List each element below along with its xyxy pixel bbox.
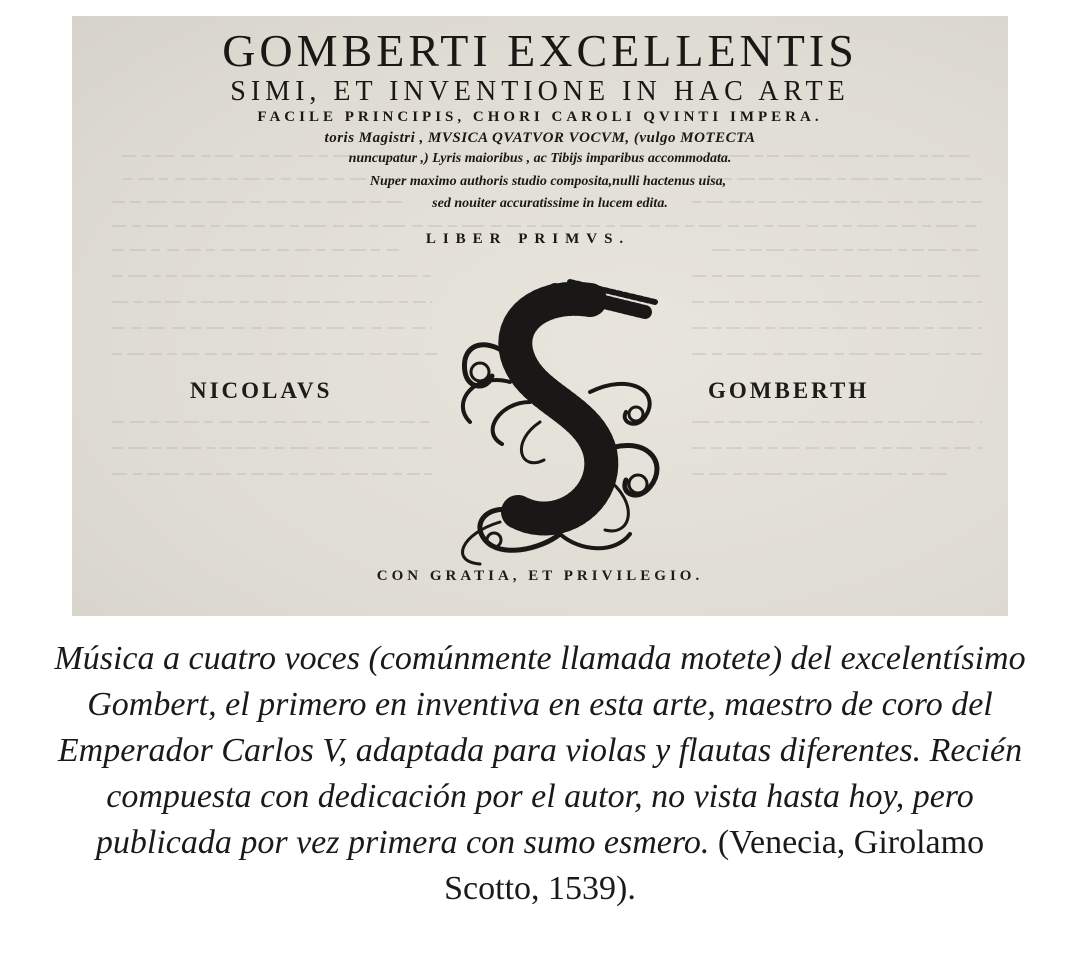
name-nicolaus: NICOLAVS: [190, 378, 333, 403]
name-gomberth: GOMBERTH: [708, 378, 870, 403]
caption: [50, 636, 1030, 912]
title-page-image: [72, 16, 1008, 616]
title-line-2: SIMI, ET INVENTIONE IN HAC ARTE: [230, 76, 850, 107]
liber-primus: LIBER PRIMVS.: [425, 231, 631, 247]
title-line-6: Nuper maximo authoris studio composita,nulli hactenus uisa,: [369, 174, 727, 189]
title-line-7: sed nouiter accuratissime in lucem edita.: [432, 196, 668, 211]
ornamental-s-emblem: [440, 272, 670, 572]
title-line-1: GOMBERTI EXCELLENTIS: [222, 25, 858, 76]
title-line-3: FACILE PRINCIPIS, CHORI CAROLI QVINTI IMPERA.: [257, 109, 823, 125]
caption-source: (Venecia, Girolamo Scotto, 1539).: [444, 824, 985, 907]
privilege-line: CON GRATIA, ET PRIVILEGIO.: [376, 568, 704, 584]
title-line-4: toris Magistri , MVSICA QVATVOR VOCVM, (vulgo MOTECTA: [324, 130, 756, 146]
title-line-5: nuncupatur ,) Lyris maioribus , ac Tibijs imparibus accommodata.: [348, 151, 732, 166]
caption-translation: Música a cuatro voces (comúnmente llamada motete) del excelentísimo Gombert, el primero en inventiva en esta arte, maestro de coro del Emperador Carlos V, adaptada para violas y flautas diferentes. Recién compuesta con dedicación por el autor, no vista hasta hoy, pero publicada por vez primera con sumo esmero.: [54, 640, 1026, 861]
